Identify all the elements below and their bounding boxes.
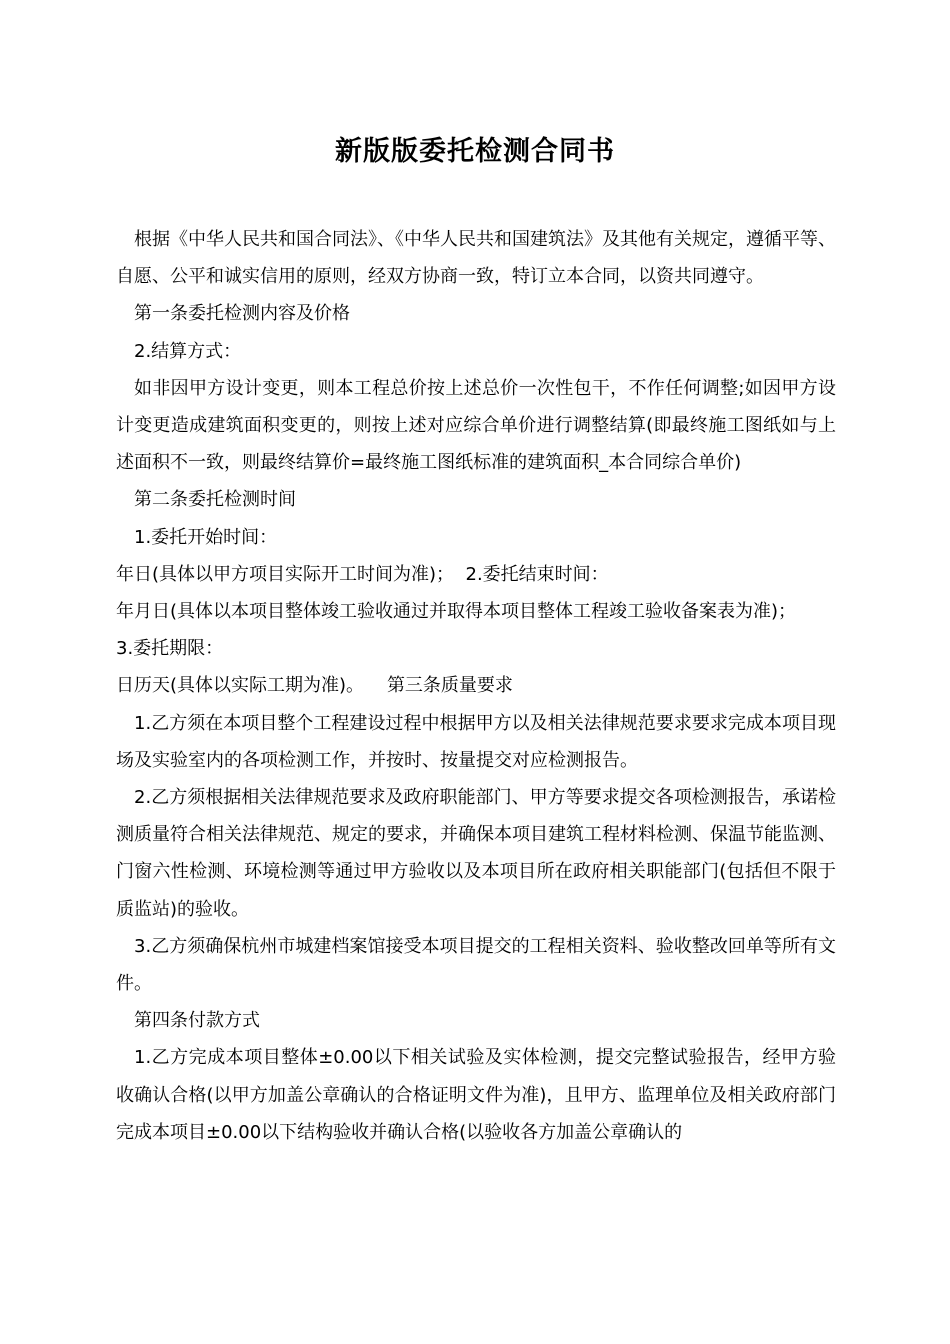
period-label: 3.委托期限：: [116, 638, 224, 660]
document-title: 新版版委托检测合同书: [335, 136, 615, 167]
preamble-paragraph: 根据《中华人民共和国合同法》、《中华人民共和国建筑法》及其他有关规定，遵循平等、自愿、公平和诚实信用的原则，经双方协商一致，特订立本合同，以资共同遵守。: [116, 229, 836, 288]
end-time-label: 2.委托结束时间：: [465, 563, 609, 585]
quality-item-2: 2.乙方须根据相关法律规范要求及政府职能部门、甲方等要求提交各项检测报告，承诺检测质量符合相关法律规范、规定的要求，并确保本项目建筑工程材料检测、保温节能监测、门窗六性检测、环境检测等通过甲方验收以及本项目所在政府相关职能部门(包括但不限于质监站)的验收。: [116, 787, 836, 920]
article-3-heading: 第三条质量要求: [386, 675, 513, 697]
document-body: [116, 221, 836, 1151]
period-text: 日历天(具体以实际工期为准)。: [116, 675, 365, 697]
article-2-heading: 第二条委托检测时间: [134, 489, 296, 511]
start-end-line: [116, 556, 836, 593]
article-4-heading: 第四条付款方式: [134, 1010, 260, 1032]
start-time-text: 年日(具体以甲方项目实际开工时间为准)；: [116, 563, 455, 585]
settlement-paragraph: 如非因甲方设计变更，则本工程总价按上述总价一次性包干，不作任何调整;如因甲方设计变更造成建筑面积变更的，则按上述对应综合单价进行调整结算(即最终施工图纸如与上述面积不一致，则最终结算价=最终施工图纸标准的建筑面积_本合同综合单价): [116, 377, 836, 474]
quality-item-3: 3.乙方须确保杭州市城建档案馆接受本项目提交的工程相关资料、验收整改回单等所有文件。: [116, 935, 836, 995]
payment-item-1: 1.乙方完成本项目整体±0.00以下相关试验及实体检测，提交完整试验报告，经甲方验收确认合格(以甲方加盖公章确认的合格证明文件为准)，且甲方、监理单位及相关政府部门完成本项目±0.00以下结构验收并确认合格(以验收各方加盖公章确认的: [116, 1047, 836, 1143]
period-line: [116, 667, 836, 704]
start-time-label: 1.委托开始时间：: [134, 526, 278, 548]
quality-item-1: 1.乙方须在本项目整个工程建设过程中根据甲方以及相关法律规范要求要求完成本项目现场及实验室内的各项检测工作，并按时、按量提交对应检测报告。: [116, 712, 836, 771]
end-time-text: 年月日(具体以本项目整体竣工验收通过并取得本项目整体工程竣工验收备案表为准)；: [116, 601, 797, 623]
settlement-label: 2.结算方式：: [134, 340, 242, 362]
article-1-heading: 第一条委托检测内容及价格: [134, 303, 350, 325]
